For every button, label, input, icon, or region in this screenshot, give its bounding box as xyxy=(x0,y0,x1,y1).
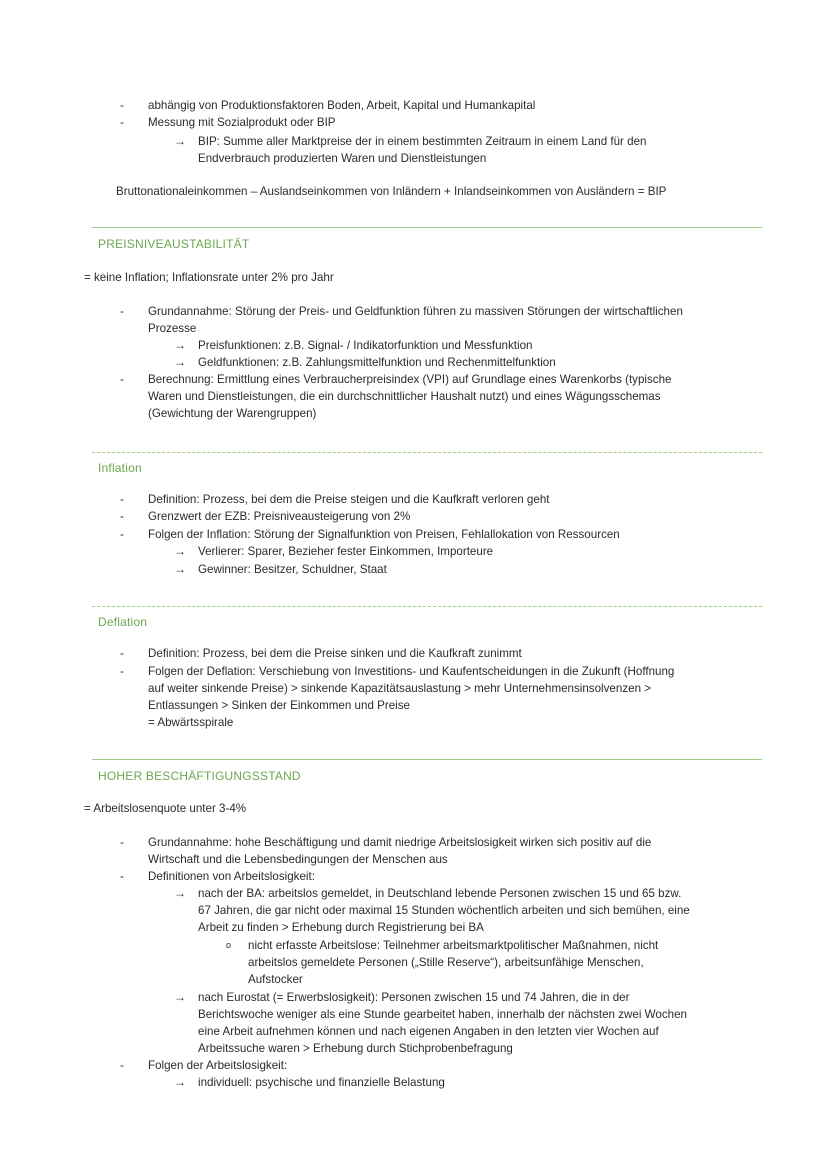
circle-bullet-icon: o xyxy=(226,940,232,950)
intro-sub-1-line-2: Endverbrauch produzierten Waren und Dienstleistungen xyxy=(198,152,487,165)
subsection-divider xyxy=(92,452,762,453)
besch-subsub-1-line-2: arbeitslos gemeldete Personen („Stille Reserve“), arbeitsunfähige Menschen, xyxy=(248,956,644,969)
arrow-icon: → xyxy=(174,134,186,148)
bullet-dash: - xyxy=(120,305,124,318)
deflation-bullet-2-line-3: Entlassungen > Sinken der Einkommen und Preise xyxy=(148,699,410,712)
besch-sub-1-line-3: Arbeit zu finden > Erhebung durch Registrierung bei BA xyxy=(198,921,484,934)
bullet-dash: - xyxy=(120,836,124,849)
heading-inflation: Inflation xyxy=(98,461,142,475)
heading-preisniveaustabilitaet: PREISNIVEAUSTABILITÄT xyxy=(98,237,250,251)
bullet-dash: - xyxy=(120,493,124,506)
besch-sub-2-line-3: eine Arbeit aufnehmen können und nach eigenen Angaben in den letzten vier Wochen auf xyxy=(198,1025,659,1038)
arrow-icon: → xyxy=(174,338,186,352)
preis-definition: = keine Inflation; Inflationsrate unter 2% pro Jahr xyxy=(84,271,334,284)
besch-sub-1-line-2: 67 Jahren, die gar nicht oder maximal 15 Stunden wöchentlich arbeiten und sich bemühen, eine xyxy=(198,904,690,917)
bullet-dash: - xyxy=(120,665,124,678)
besch-bullet-1-line-2: Wirtschaft und die Lebensbedingungen der Menschen aus xyxy=(148,853,448,866)
besch-sub-2-line-4: Arbeitssuche waren > Erhebung durch Stichprobenbefragung xyxy=(198,1042,513,1055)
besch-bullet-3: Folgen der Arbeitslosigkeit: xyxy=(148,1059,288,1072)
bullet-dash: - xyxy=(120,510,124,523)
bullet-dash: - xyxy=(120,1059,124,1072)
heading-beschaeftigungsstand: HOHER BESCHÄFTIGUNGSSTAND xyxy=(98,769,301,783)
arrow-icon: → xyxy=(174,990,186,1004)
preis-sub-2: Geldfunktionen: z.B. Zahlungsmittelfunktion und Rechenmittelfunktion xyxy=(198,356,556,369)
besch-sub-2-line-1: nach Eurostat (= Erwerbslosigkeit): Personen zwischen 15 und 74 Jahren, die in der xyxy=(198,991,630,1004)
heading-deflation: Deflation xyxy=(98,615,148,629)
preis-bullet-2-line-1: Berechnung: Ermittlung eines Verbraucherpreisindex (VPI) auf Grundlage eines Warenkorbs (typische xyxy=(148,373,672,386)
preis-bullet-2-line-2: Waren und Dienstleistungen, die ein durchschnittlicher Haushalt nutzt) und eines Wägungsschemas xyxy=(148,390,661,403)
intro-bullet-1: abhängig von Produktionsfaktoren Boden, Arbeit, Kapital und Humankapital xyxy=(148,99,536,112)
arrow-icon: → xyxy=(174,544,186,558)
arrow-icon: → xyxy=(174,562,186,576)
besch-definition: = Arbeitslosenquote unter 3-4% xyxy=(84,802,247,815)
besch-sub-3: individuell: psychische und finanzielle Belastung xyxy=(198,1076,445,1089)
besch-subsub-1-line-1: nicht erfasste Arbeitslose: Teilnehmer arbeitsmarktpolitischer Maßnahmen, nicht xyxy=(248,939,659,952)
arrow-icon: → xyxy=(174,1075,186,1089)
besch-bullet-1-line-1: Grundannahme: hohe Beschäftigung und damit niedrige Arbeitslosigkeit wirken sich positiv auf die xyxy=(148,836,652,849)
bullet-dash: - xyxy=(120,99,124,112)
preis-bullet-1-line-1: Grundannahme: Störung der Preis- und Geldfunktion führen zu massiven Störungen der wirtschaftlichen xyxy=(148,305,683,318)
bip-formula: Bruttonationaleinkommen – Auslandseinkommen von Inländern + Inlandseinkommen von Ausländern = BIP xyxy=(116,185,667,198)
intro-bullet-2: Messung mit Sozialprodukt oder BIP xyxy=(148,116,336,129)
besch-bullet-2: Definitionen von Arbeitslosigkeit: xyxy=(148,870,315,883)
preis-sub-1: Preisfunktionen: z.B. Signal- / Indikatorfunktion und Messfunktion xyxy=(198,339,533,352)
inflation-bullet-3: Folgen der Inflation: Störung der Signalfunktion von Preisen, Fehlallokation von Ressourcen xyxy=(148,528,620,541)
besch-subsub-1-line-3: Aufstocker xyxy=(248,973,303,986)
bullet-dash: - xyxy=(120,116,124,129)
section-divider xyxy=(92,759,762,760)
bullet-dash: - xyxy=(120,373,124,386)
deflation-bullet-2-line-1: Folgen der Deflation: Verschiebung von Investitions- und Kaufentscheidungen in die Zukunft (Hoffnung xyxy=(148,665,675,678)
preis-bullet-2-line-3: (Gewichtung der Warengruppen) xyxy=(148,407,317,420)
inflation-sub-1: Verlierer: Sparer, Bezieher fester Einkommen, Importeure xyxy=(198,545,494,558)
inflation-sub-2: Gewinner: Besitzer, Schuldner, Staat xyxy=(198,563,387,576)
deflation-bullet-2-line-2: auf weiter sinkende Preise) > sinkende Kapazitätsauslastung > mehr Unternehmensinsolvenzen > xyxy=(148,682,652,695)
subsection-divider xyxy=(92,606,762,607)
preis-bullet-1-line-2: Prozesse xyxy=(148,322,197,335)
bullet-dash: - xyxy=(120,647,124,660)
inflation-bullet-1: Definition: Prozess, bei dem die Preise steigen und die Kaufkraft verloren geht xyxy=(148,493,550,506)
arrow-icon: → xyxy=(174,355,186,369)
bullet-dash: - xyxy=(120,528,124,541)
arrow-icon: → xyxy=(174,886,186,900)
inflation-bullet-2: Grenzwert der EZB: Preisniveausteigerung von 2% xyxy=(148,510,411,523)
bullet-dash: - xyxy=(120,870,124,883)
besch-sub-1-line-1: nach der BA: arbeitslos gemeldet, in Deutschland lebende Personen zwischen 15 und 65 bzw. xyxy=(198,887,682,900)
deflation-bullet-2-line-4: = Abwärtsspirale xyxy=(148,716,234,729)
intro-sub-1-line-1: BIP: Summe aller Marktpreise der in einem bestimmten Zeitraum in einem Land für den xyxy=(198,135,647,148)
besch-sub-2-line-2: Berichtswoche weniger als eine Stunde gearbeitet haben, innerhalb der nächsten zwei Wochen xyxy=(198,1008,687,1021)
deflation-bullet-1: Definition: Prozess, bei dem die Preise sinken und die Kaufkraft zunimmt xyxy=(148,647,522,660)
section-divider xyxy=(92,227,762,228)
